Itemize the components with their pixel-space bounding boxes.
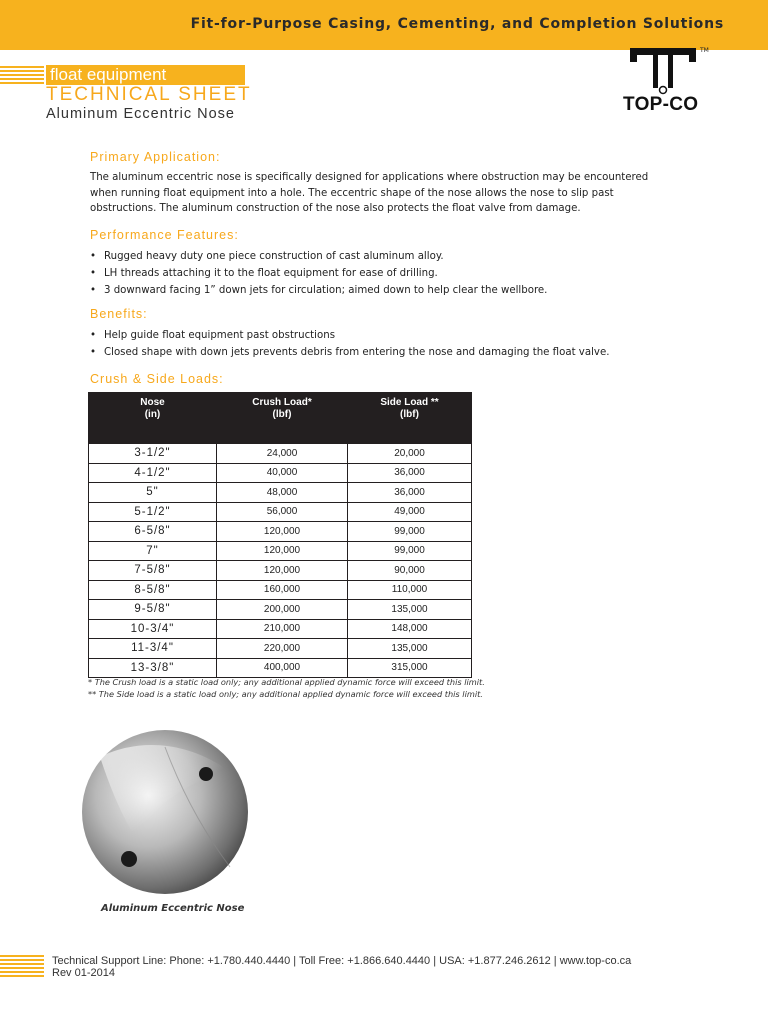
nose-cell: 11-3/4" bbox=[89, 639, 217, 659]
loads-table bbox=[88, 392, 472, 678]
side-load-note: ** The Side load is a static load only; any additional applied dynamic force will exceed this limit. bbox=[88, 689, 483, 699]
performance-features-section bbox=[90, 228, 547, 299]
primary-application-section bbox=[90, 150, 650, 217]
crush-load-cell: 48,000 bbox=[217, 483, 348, 503]
nose-cell: 8-5/8" bbox=[89, 580, 217, 600]
benefits-section bbox=[90, 307, 609, 361]
category-label: float equipment bbox=[50, 65, 167, 84]
header-stripes bbox=[0, 66, 44, 86]
table-row bbox=[89, 619, 472, 639]
side-load-cell: 135,000 bbox=[348, 639, 472, 659]
column-header-crush-load: Crush Load* (lbf) bbox=[217, 393, 348, 443]
crush-load-cell: 400,000 bbox=[217, 658, 348, 678]
crush-load-cell: 120,000 bbox=[217, 541, 348, 561]
crush-load-note: * The Crush load is a static load only; any additional applied dynamic force will exceed this limit. bbox=[88, 677, 485, 687]
crush-load-cell: 200,000 bbox=[217, 600, 348, 620]
topco-t-mark-icon bbox=[618, 44, 728, 96]
side-load-cell: 49,000 bbox=[348, 502, 472, 522]
side-load-cell: 20,000 bbox=[348, 444, 472, 464]
benefits-heading: Benefits: bbox=[90, 307, 148, 321]
product-title: Aluminum Eccentric Nose bbox=[46, 106, 235, 122]
footer bbox=[52, 955, 631, 979]
crush-load-cell: 40,000 bbox=[217, 463, 348, 483]
column-header-nose: Nose (in) bbox=[89, 393, 217, 443]
crush-load-cell: 160,000 bbox=[217, 580, 348, 600]
photo-caption: Aluminum Eccentric Nose bbox=[101, 903, 245, 914]
side-load-cell: 90,000 bbox=[348, 561, 472, 581]
table-row bbox=[89, 541, 472, 561]
loads-section bbox=[90, 372, 224, 392]
category-band bbox=[46, 65, 245, 85]
side-load-cell: 99,000 bbox=[348, 541, 472, 561]
performance-features-heading: Performance Features: bbox=[90, 228, 239, 242]
sheet-title: TECHNICAL SHEET bbox=[46, 84, 252, 105]
top-banner bbox=[0, 0, 768, 50]
table-row bbox=[89, 600, 472, 620]
nose-cell: 5" bbox=[89, 483, 217, 503]
primary-application-text: The aluminum eccentric nose is specifically designed for applications where obstruction may be encountered when running float equipment into a hole. The eccentric shape of the nose allows the nose to slip past obstructions. The aluminum construction of the nose also protects the float valve from damage. bbox=[90, 172, 649, 214]
table-row bbox=[89, 483, 472, 503]
crush-load-cell: 120,000 bbox=[217, 561, 348, 581]
primary-application-heading: Primary Application: bbox=[90, 150, 221, 164]
nose-cell: 13-3/8" bbox=[89, 658, 217, 678]
logo-wordmark: TOP-CO bbox=[623, 94, 699, 115]
crush-load-cell: 56,000 bbox=[217, 502, 348, 522]
side-load-cell: 110,000 bbox=[348, 580, 472, 600]
table-row bbox=[89, 522, 472, 542]
table-row bbox=[89, 639, 472, 659]
table-row bbox=[89, 502, 472, 522]
table-row bbox=[89, 580, 472, 600]
loads-heading: Crush & Side Loads: bbox=[90, 372, 224, 386]
nose-cell: 4-1/2" bbox=[89, 463, 217, 483]
load-notes bbox=[88, 676, 485, 700]
aluminum-eccentric-nose-photo bbox=[80, 727, 250, 897]
topco-logo bbox=[618, 44, 728, 120]
crush-load-cell: 220,000 bbox=[217, 639, 348, 659]
loads-table-body bbox=[89, 443, 472, 678]
nose-cell: 10-3/4" bbox=[89, 619, 217, 639]
side-load-cell: 36,000 bbox=[348, 463, 472, 483]
list-item: • LH threads attaching it to the float equipment for ease of drilling. bbox=[90, 265, 547, 282]
side-load-cell: 315,000 bbox=[348, 658, 472, 678]
side-load-cell: 36,000 bbox=[348, 483, 472, 503]
side-load-cell: 99,000 bbox=[348, 522, 472, 542]
trademark: TM bbox=[700, 47, 709, 54]
list-item: • 3 downward facing 1” down jets for circulation; aimed down to help clear the wellbore. bbox=[90, 282, 547, 299]
side-load-cell: 148,000 bbox=[348, 619, 472, 639]
table-row bbox=[89, 444, 472, 464]
nose-cell: 3-1/2" bbox=[89, 444, 217, 464]
footer-stripes bbox=[0, 955, 44, 979]
list-item: • Help guide float equipment past obstructions bbox=[90, 327, 609, 344]
support-line: Technical Support Line: Phone: +1.780.440.4440 | Toll Free: +1.866.640.4440 | USA: +1.877.246.2612 | www.top-co.ca bbox=[52, 955, 632, 967]
crush-load-cell: 210,000 bbox=[217, 619, 348, 639]
table-row bbox=[89, 658, 472, 678]
crush-load-cell: 24,000 bbox=[217, 444, 348, 464]
column-header-side-load: Side Load ** (lbf) bbox=[348, 393, 472, 443]
tagline: Fit-for-Purpose Casing, Cementing, and Completion Solutions bbox=[190, 16, 724, 32]
nose-cell: 5-1/2" bbox=[89, 502, 217, 522]
nose-cell: 7" bbox=[89, 541, 217, 561]
crush-load-cell: 120,000 bbox=[217, 522, 348, 542]
table-row bbox=[89, 463, 472, 483]
nose-cell: 9-5/8" bbox=[89, 600, 217, 620]
side-load-cell: 135,000 bbox=[348, 600, 472, 620]
list-item: • Closed shape with down jets prevents debris from entering the nose and damaging the float valve. bbox=[90, 344, 609, 361]
nose-cell: 7-5/8" bbox=[89, 561, 217, 581]
nose-cell: 6-5/8" bbox=[89, 522, 217, 542]
revision: Rev 01-2014 bbox=[52, 967, 115, 979]
list-item: • Rugged heavy duty one piece construction of cast aluminum alloy. bbox=[90, 248, 547, 265]
table-row bbox=[89, 561, 472, 581]
